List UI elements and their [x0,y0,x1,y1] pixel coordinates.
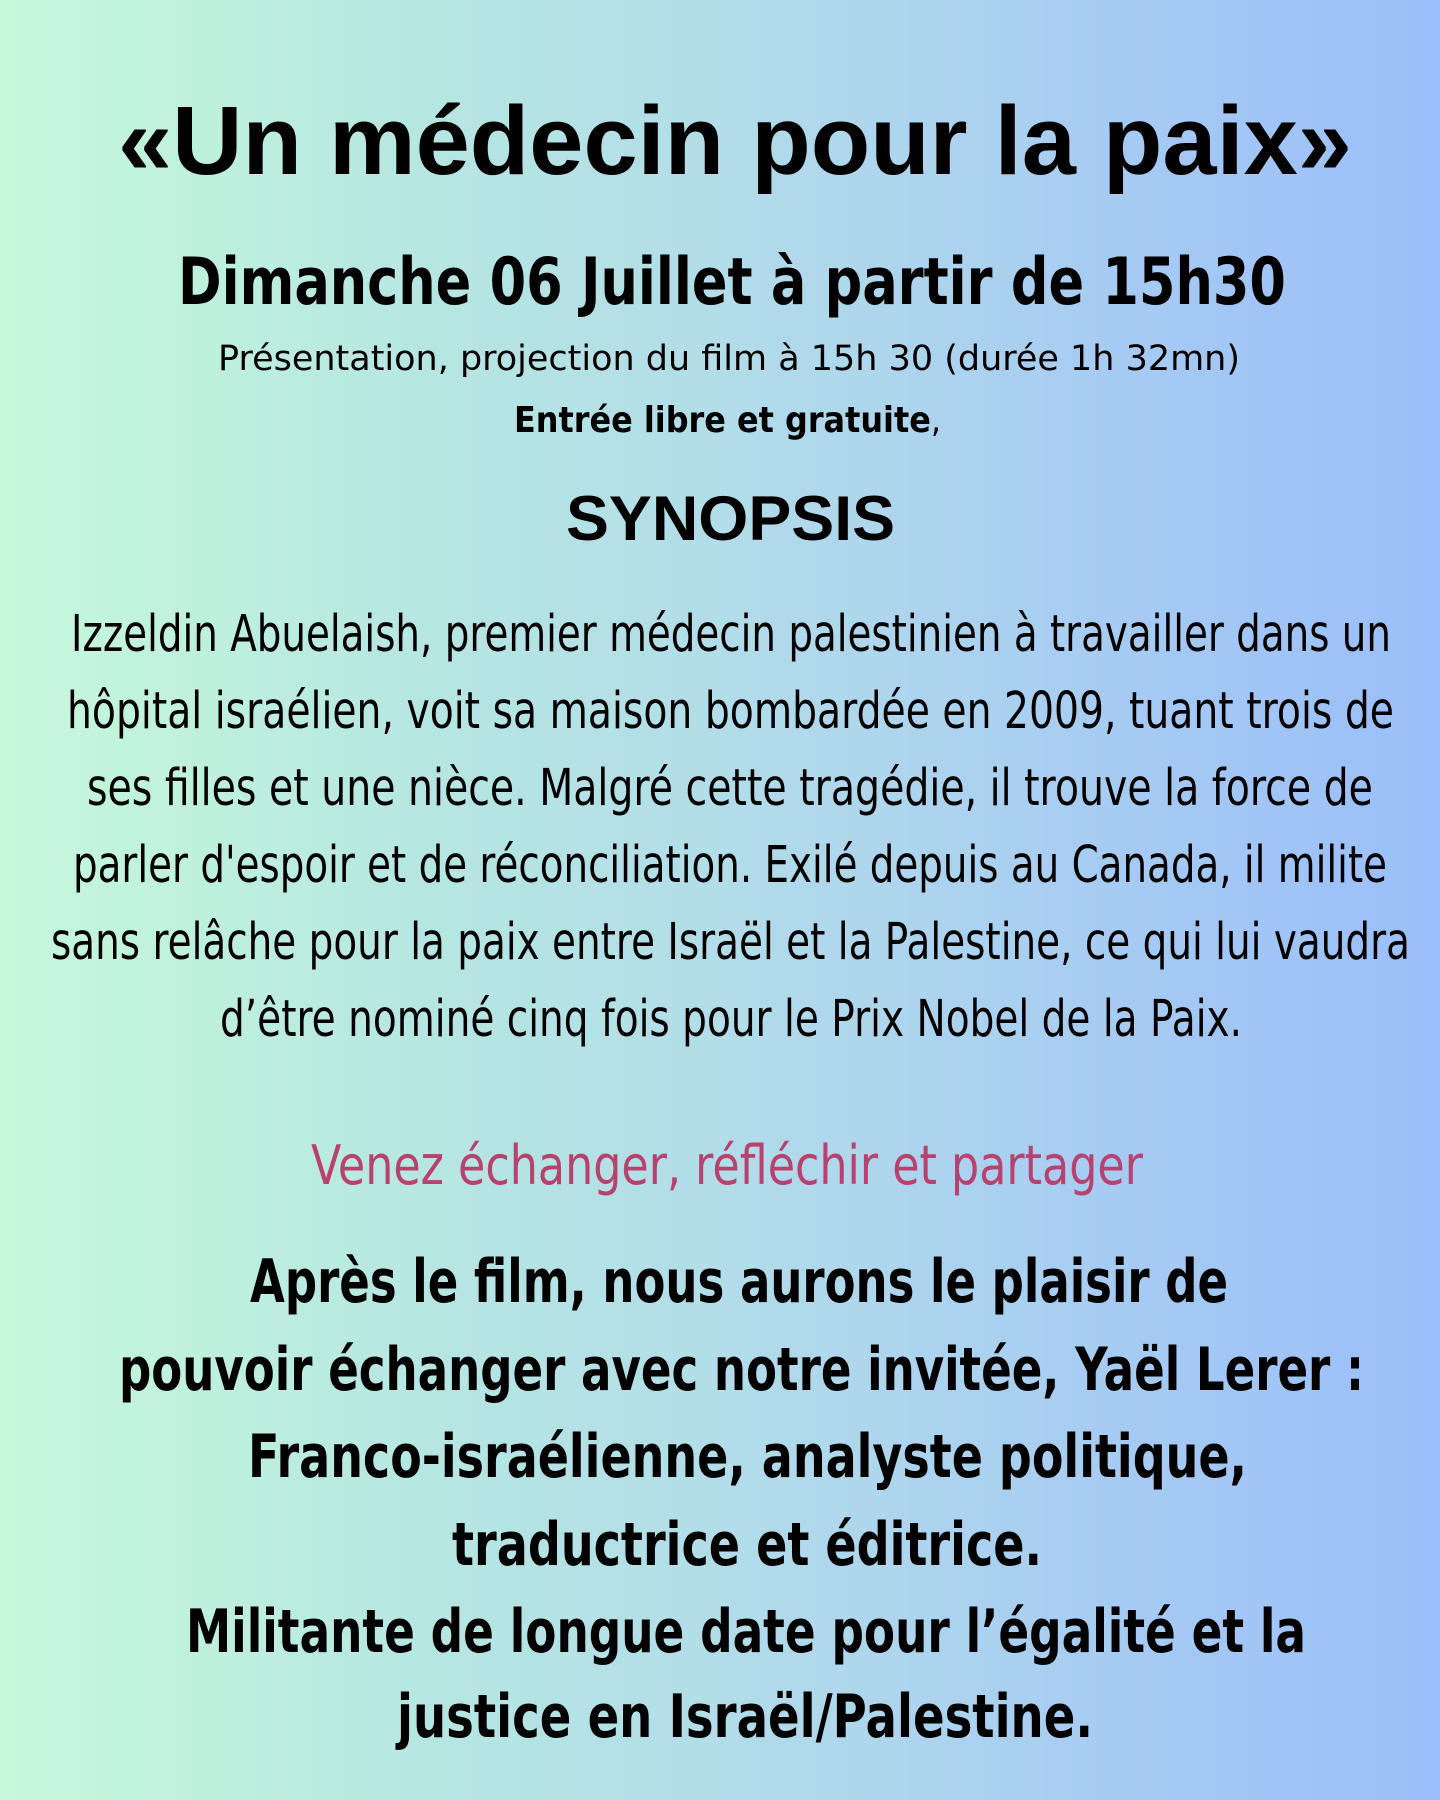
synopsis-heading: SYNOPSIS [566,483,896,554]
guest-text: pouvoir échanger avec notre invitée, Yaël Lerer : [119,1335,1365,1405]
guest-text: justice en Israël/Palestine. [397,1682,1094,1752]
event-date: Dimanche 06 Juillet à partir de 15h30 [178,245,1286,320]
synopsis-text: d’être nominé cinq fois pour le Prix Nobel de la Paix. [220,990,1243,1050]
invitation-text: Venez échanger, réfléchir et partager [311,1133,1143,1197]
synopsis-text: Izzeldin Abuelaish, premier médecin palestinien à travailler dans un [71,605,1391,665]
synopsis-text: hôpital israélien, voit sa maison bombardée en 2009, tuant trois de [67,682,1394,742]
entry-info [514,400,941,442]
guest-text: Franco-israélienne, analyste politique, [248,1422,1248,1492]
synopsis-text: ses filles et une nièce. Malgré cette tragédie, il trouve la force de [87,759,1373,819]
synopsis-text: sans relâche pour la paix entre Israël et la Palestine, ce qui lui vaudra [51,913,1410,973]
guest-text: traductrice et éditrice. [452,1510,1043,1580]
guest-text: Militante de longue date pour l’égalité et la [186,1597,1307,1667]
program-details: Présentation, projection du film à 15h 30 (durée 1h 32mn) [218,339,1240,379]
entry-comma: , [930,400,941,442]
synopsis-text: parler d'espoir et de réconciliation. Exilé depuis au Canada, il milite [73,836,1388,896]
guest-text: Après le film, nous aurons le plaisir de [250,1247,1229,1317]
poster-title: «Un médecin pour la paix» [118,86,1352,196]
entry-free-label: Entrée libre et gratuite [514,400,931,442]
